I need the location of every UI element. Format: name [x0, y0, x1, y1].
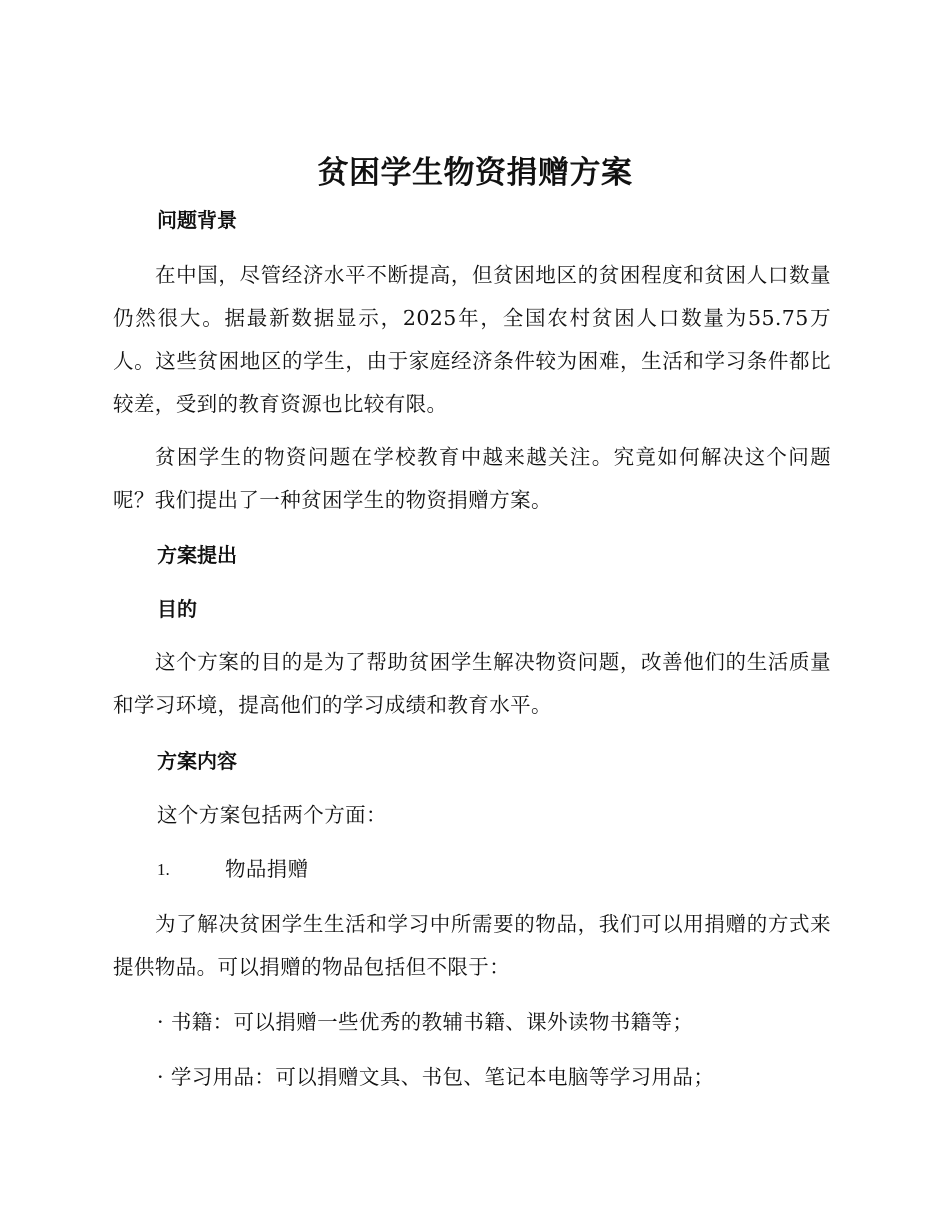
bullet-books: · 书籍：可以捐赠一些优秀的教辅书籍、课外读物书籍等； — [157, 1010, 694, 1034]
bullet-supplies: · 学习用品：可以捐赠文具、书包、笔记本电脑等学习用品； — [157, 1065, 715, 1089]
document-title: 贫困学生物资捐赠方案 — [317, 155, 633, 191]
heading-background: 问题背景 — [157, 208, 237, 232]
paragraph-background-2: 贫困学生的物资问题在学校教育中越来越关注。究竟如何解决这个问题呢？我们提出了一种贫困学生的物资捐赠方案。 — [113, 445, 831, 512]
paragraph-donation: 为了解决贫困学生生活和学习中所需要的物品，我们可以用捐赠的方式来提供物品。可以捐赠的物品包括但不限于： — [113, 912, 831, 979]
heading-purpose: 目的 — [157, 597, 197, 621]
heading-content: 方案内容 — [157, 749, 237, 773]
paragraph-purpose: 这个方案的目的是为了帮助贫困学生解决物资问题，改善他们的生活质量和学习环境，提高他们的学习成绩和教育水平。 — [113, 650, 831, 717]
list-item-label: 物品捐赠 — [225, 857, 309, 881]
paragraph-background-1: 在中国，尽管经济水平不断提高，但贫困地区的贫困程度和贫困人口数量仍然很大。据最新数据显示，2025年，全国农村贫困人口数量为55.75万人。这些贫困地区的学生，由于家庭经济条件较为困难，生活和学习条件都比较差，受到的教育资源也比较有限。 — [113, 263, 831, 416]
list-item-number: 1. — [157, 860, 170, 879]
content-intro: 这个方案包括两个方面： — [157, 803, 387, 827]
heading-proposal: 方案提出 — [157, 543, 237, 567]
